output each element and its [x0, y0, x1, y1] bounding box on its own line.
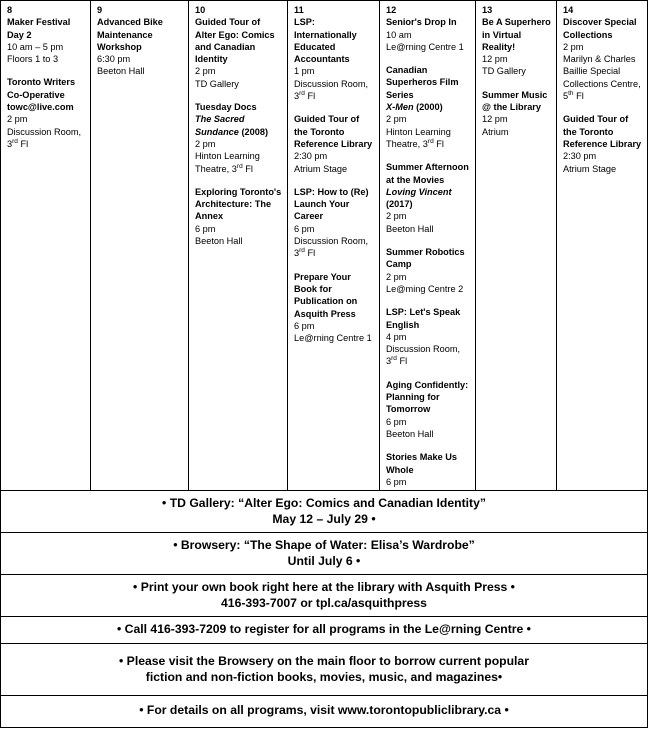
- event-item: [195, 16, 283, 90]
- event-time: 2 pm: [386, 114, 407, 125]
- floor-label: Fl: [242, 163, 253, 174]
- event-title: Canadian Superheros Film Series: [386, 65, 459, 100]
- notice-banner: [1, 575, 647, 617]
- event-title: Be A Superhero in Virtual Reality!: [482, 17, 551, 52]
- event-location: Discussion Room,: [7, 126, 82, 137]
- event-film-title: [386, 101, 471, 113]
- film-name: The Sacred Sundance: [195, 114, 245, 137]
- event-floor: [294, 90, 375, 102]
- event-time: 6:30 pm: [97, 54, 131, 65]
- event-time: 1 pm: [294, 66, 315, 77]
- floor-suffix: th: [568, 90, 574, 98]
- notice-banner: [1, 617, 647, 644]
- event-time: 12 pm: [482, 114, 508, 125]
- event-location: Atrium Stage: [563, 163, 617, 174]
- event-time: 2 pm: [7, 114, 28, 125]
- event-floor: [386, 355, 471, 367]
- event-location: Hinton Learning: [195, 151, 260, 162]
- floor-label: Fl: [17, 138, 29, 149]
- event-time: 6 pm: [386, 476, 407, 487]
- floor-label: Fl: [396, 356, 408, 367]
- event-title: Senior's Drop In: [386, 17, 457, 28]
- floor-suffix: rd: [427, 137, 434, 145]
- floor-number: 3: [294, 91, 300, 102]
- event-location: Le@ming Centre 2: [386, 283, 464, 294]
- event-location: Floors 1 to 3: [7, 54, 59, 65]
- event-location: Atrium Stage: [294, 163, 348, 174]
- notice-line: 416-393-7007 or tpl.ca/asquithpress: [221, 595, 427, 610]
- event-item: [294, 271, 375, 345]
- film-name: X-Men: [386, 102, 414, 113]
- event-item: [482, 16, 552, 77]
- film-year: (2017): [386, 199, 413, 210]
- event-location: Le@rning Centre 1: [294, 333, 372, 344]
- floor-suffix: rd: [391, 355, 397, 363]
- floor-number: 3: [7, 138, 13, 149]
- day-cell-12: [380, 1, 476, 490]
- event-title: LSP: Let's Speak English: [386, 307, 461, 330]
- floor-number: 3: [422, 138, 428, 149]
- event-time: 2 pm: [563, 41, 584, 52]
- event-item: [482, 89, 552, 138]
- event-item: [386, 16, 471, 53]
- event-item: [97, 16, 184, 77]
- day-cell-8: [1, 1, 91, 490]
- event-title: Summer Afternoon at the Movies: [386, 162, 469, 185]
- event-item: [563, 113, 643, 174]
- floor-number: 5: [563, 91, 569, 102]
- event-item: [7, 76, 86, 150]
- day-number: 14: [563, 5, 574, 15]
- event-title: LSP: Internationally Educated Accountants: [294, 17, 357, 65]
- notice-line: May 12 – July 29 •: [272, 511, 376, 526]
- day-number: 9: [97, 5, 103, 15]
- day-number: 8: [7, 5, 13, 15]
- floor-label: Fl: [304, 248, 316, 259]
- event-item: [563, 16, 643, 102]
- event-item: [386, 246, 471, 295]
- event-time: 10 am: [386, 29, 412, 40]
- event-time: 12 pm: [482, 54, 508, 65]
- notice-banner: [1, 696, 647, 726]
- day-number: 13: [482, 5, 493, 15]
- day-cell-11: [288, 1, 380, 490]
- event-title: Aging Confidently: Planning for Tomorrow: [386, 379, 469, 415]
- event-time: 2 pm: [386, 211, 407, 222]
- event-title: Maker Festival Day 2: [7, 17, 71, 40]
- event-title: Guided Tour of the Toronto Reference Library: [563, 114, 642, 149]
- floor-suffix: rd: [12, 137, 18, 145]
- event-time: 2:30 pm: [563, 151, 597, 162]
- floor-label: Fl: [573, 91, 584, 102]
- event-item: [7, 16, 86, 65]
- notice-banner: [1, 644, 647, 696]
- event-title: Toronto Writers Co-Operative towc@live.com: [7, 77, 76, 113]
- notice-line: • Please visit the Browsery on the main floor to borrow current popular: [119, 654, 529, 668]
- event-title: Summer Robotics Camp: [386, 247, 465, 270]
- event-time: 2 pm: [195, 66, 216, 77]
- event-title: Tuesday Docs: [195, 102, 257, 113]
- event-location: Discussion Room,: [386, 344, 461, 355]
- event-time: 6 pm: [195, 223, 216, 234]
- notices-section: [1, 491, 647, 726]
- event-item: [195, 101, 283, 175]
- event-item: [294, 16, 375, 102]
- event-film-title: [195, 113, 283, 138]
- floor-label: Fl: [304, 91, 316, 102]
- event-location: Discussion Room,: [294, 78, 369, 89]
- notice-line: • Print your own book right here at the library with Asquith Press •: [133, 580, 515, 594]
- event-title: Summer Music @ the Library: [482, 89, 548, 113]
- floor-prefix: Theatre,: [195, 163, 232, 174]
- notice-line: • For details on all programs, visit www.torontopubliclibrary.ca •: [139, 703, 509, 718]
- film-year: (2000): [413, 102, 443, 113]
- event-title: Guided Tour of the Toronto Reference Library: [294, 114, 373, 149]
- floor-prefix: Theatre,: [386, 138, 423, 149]
- film-name: Loving Vincent: [386, 186, 452, 197]
- event-item: [294, 186, 375, 260]
- day-cell-9: [91, 1, 189, 490]
- day-cell-14: [557, 1, 647, 490]
- event-floor: [195, 163, 283, 175]
- event-item: [294, 113, 375, 174]
- event-location: Marilyn & Charles Baillie Special Collections Centre,: [563, 54, 641, 89]
- event-title: Discover Special Collections: [563, 17, 637, 40]
- event-item: [386, 379, 471, 440]
- event-time: 2 pm: [386, 271, 407, 282]
- event-title: Prepare Your Book for Publication on Asquith Press: [294, 271, 358, 319]
- event-location: Discussion Room,: [294, 236, 369, 247]
- event-location: Beeton Hall: [97, 66, 145, 77]
- event-floor: [294, 247, 375, 259]
- day-cell-13: [476, 1, 557, 490]
- day-number: 11: [294, 5, 304, 15]
- notice-line: • Call 416-393-7209 to register for all programs in the Le@rning Centre •: [117, 622, 531, 637]
- notice-line: fiction and non-fiction books, movies, music, and magazines•: [145, 669, 503, 684]
- notice-banner: [1, 491, 647, 533]
- event-location: Hinton Learning: [386, 126, 451, 137]
- event-location: [386, 488, 471, 490]
- event-time: 10 am – 5 pm: [7, 41, 64, 52]
- event-location: Beeton Hall: [386, 428, 434, 439]
- event-location: TD Gallery: [195, 78, 239, 89]
- floor-suffix: rd: [299, 247, 305, 255]
- event-location: TD Gallery: [482, 66, 526, 77]
- floor-suffix: rd: [299, 90, 305, 98]
- event-floor: [563, 90, 643, 102]
- event-title: Stories Make Us Whole: [386, 452, 457, 475]
- event-film-title: [386, 186, 471, 211]
- notice-line: • Browsery: “The Shape of Water: Elisa’s Wardrobe”: [173, 538, 475, 552]
- event-time: 4 pm: [386, 331, 407, 342]
- floor-number: 3: [386, 356, 392, 367]
- event-location: Beeton Hall: [195, 236, 243, 247]
- event-item: [386, 451, 471, 490]
- notice-line: • TD Gallery: “Alter Ego: Comics and Canadian Identity”: [162, 496, 486, 510]
- event-time: 2 pm: [195, 138, 216, 149]
- floor-suffix: rd: [236, 162, 243, 170]
- event-time: 6 pm: [386, 416, 407, 427]
- event-title: LSP: How to (Re) Launch Your Career: [294, 186, 369, 222]
- day-number: 10: [195, 5, 206, 15]
- event-item: [386, 306, 471, 367]
- event-time: 6 pm: [294, 223, 315, 234]
- event-floor: [7, 138, 86, 150]
- floor-number: 3: [294, 248, 300, 259]
- event-location: Atrium: [482, 126, 509, 137]
- day-number: 12: [386, 5, 397, 15]
- floor-number: 3: [231, 163, 237, 174]
- event-title: Guided Tour of Alter Ego: Comics and Canadian Identity: [195, 17, 275, 65]
- event-item: [386, 64, 471, 150]
- event-title: Exploring Toronto's Architecture: The Annex: [195, 186, 282, 222]
- event-location: Beeton Hall: [386, 223, 434, 234]
- floor-label: Fl: [433, 138, 444, 149]
- event-floor: [386, 138, 471, 150]
- event-item: [195, 186, 283, 247]
- event-time: 2:30 pm: [294, 151, 328, 162]
- event-title: Advanced Bike Maintenance Workshop: [97, 17, 163, 52]
- event-item: [386, 161, 471, 235]
- notice-line: Until July 6 •: [287, 553, 361, 568]
- day-cell-10: [189, 1, 288, 490]
- event-time: 6 pm: [294, 320, 315, 331]
- event-location: Le@rning Centre 1: [386, 41, 464, 52]
- notice-banner: [1, 533, 647, 575]
- calendar-week-row: [1, 1, 647, 491]
- film-year: (2008): [238, 126, 269, 137]
